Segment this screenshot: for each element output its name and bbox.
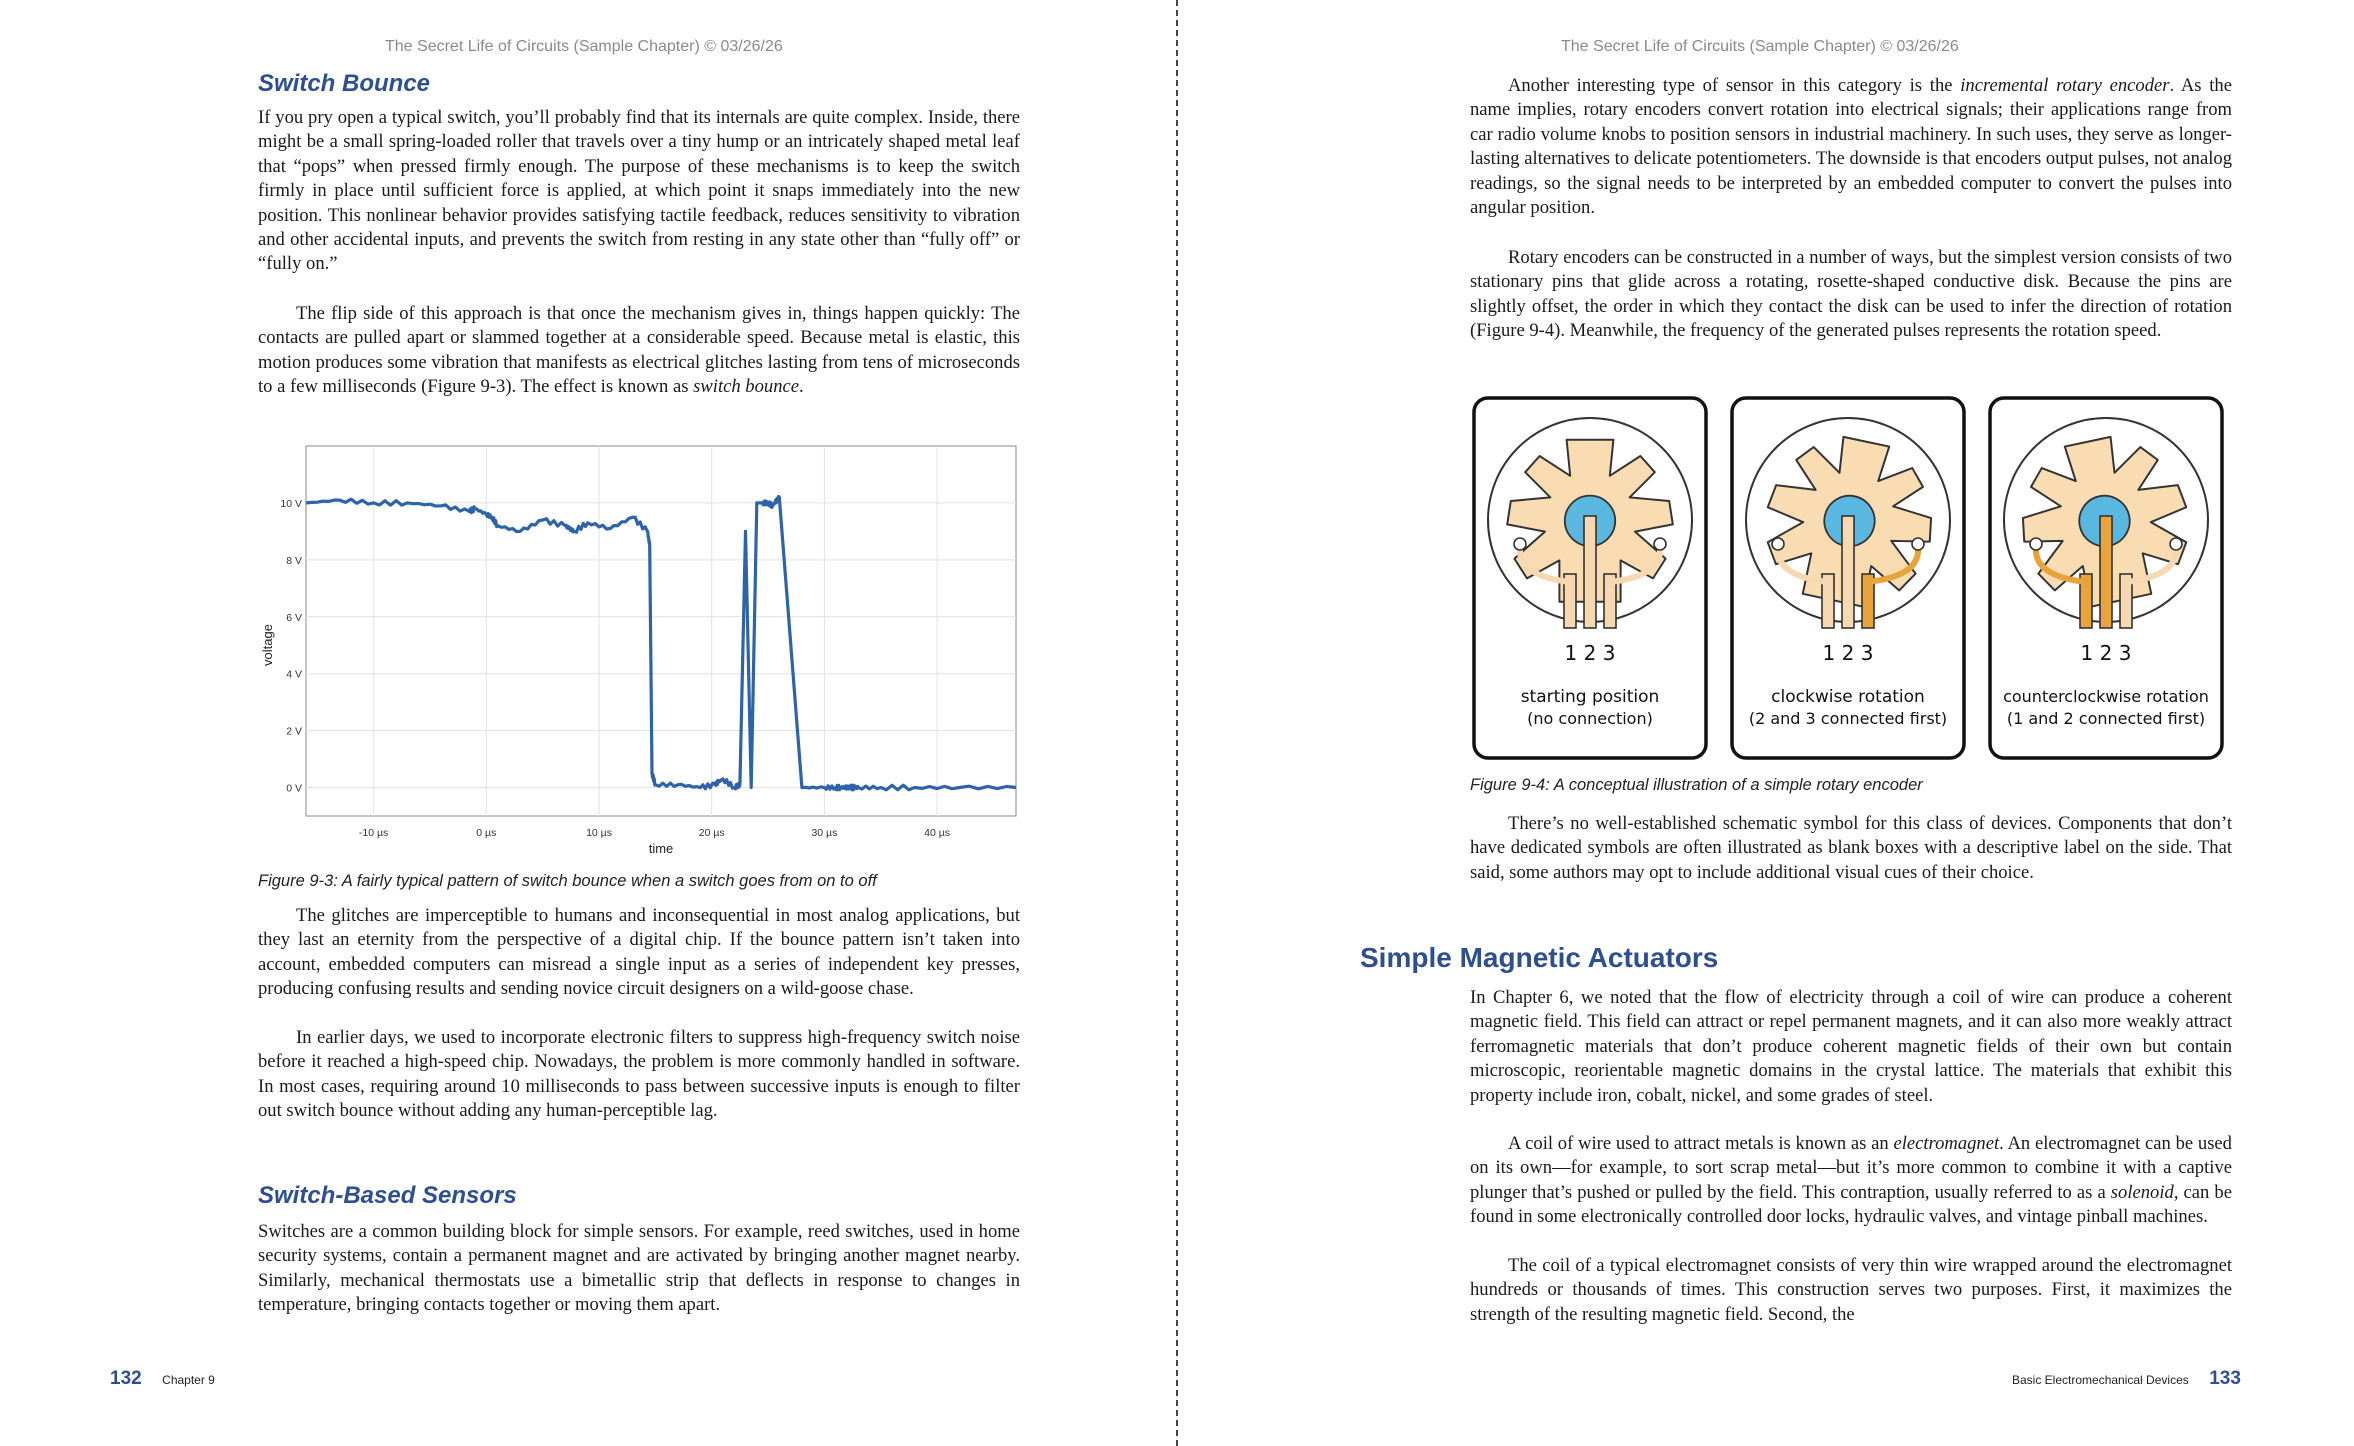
paragraph-electromagnet: A coil of wire used to attract metals is known as an electromagnet. An electromagnet can be used on its own—for example, to sort scrap metal—but it’s more common to combine it with a captive plunger that’s pushed or pulled by the field. This contraption, usually referred to as a solenoid, can be found in some electronically controlled door locks, hydraulic valves, and vintage pinball machines.: [1470, 1133, 2232, 1228]
paragraph-switch-internals: If you pry open a typical switch, you’ll probably find that its internals are quite complex. Inside, there might be a small spring-loaded roller that travels over a tiny hump or an intricately shaped metal leaf that “pops” when pressed firmly enough. The purpose of these mechanisms is to keep the switch firmly in place until sufficient force is applied, at which point it snaps immediately into the new position. This nonlinear behavior provides satisfying tactile feedback, reduces sensitivity to vibration and other accidental inputs, and prevents the switch from resting in any state other than “fully off” or “fully on.”: [258, 107, 1020, 275]
encoder-contact-ring: [1772, 538, 1784, 550]
chapter-label-right: Basic Electromechanical Devices: [2012, 1373, 2189, 1387]
y-tick-label: 0 V: [286, 782, 302, 795]
section-heading-switch-bounce: Switch Bounce: [258, 70, 431, 97]
x-tick-label: 30 µs: [811, 827, 838, 839]
chapter-label-left: Chapter 9: [162, 1373, 215, 1387]
encoder-state-sublabel: (1 and 2 connected first): [2006, 709, 2206, 728]
encoder-panel: [1474, 398, 1706, 758]
x-tick-label: 20 µs: [698, 827, 725, 839]
page-number-right: 133: [2209, 1368, 2241, 1389]
figure-9-3-caption: Figure 9-3: A fairly typical pattern of switch bounce when a switch goes from on to off: [258, 872, 877, 890]
paragraph-flip-side: The flip side of this approach is that once the mechanism gives in, things happen quickly: The contacts are pulled apart or slammed together at a considerable speed. Because metal is elastic, this motion produces some vibration that manifests as electrical glitches lasting from tens of microseconds to a few milliseconds (Figure 9-3). The effect is known as switch bounce.: [258, 303, 1020, 398]
section-heading-magnetic-actuators: Simple Magnetic Actuators: [1360, 942, 1719, 973]
y-tick-label: 4 V: [286, 668, 302, 681]
paragraph-chapter-6: In Chapter 6, we noted that the flow of electricity through a coil of wire can produce a coherent magnetic field. This field can attract or repel permanent magnets, and it can also more weakly attract ferromagnetic materials that don’t produce coherent magnetic fields of their own but contain microscopic, reorientable magnetic domains in the crystal lattice. The materials that exhibit this property include iron, cobalt, nickel, and some grades of steel.: [1470, 987, 2232, 1106]
encoder-state-label: starting position: [1520, 687, 1660, 707]
encoder-contact-ring: [1654, 538, 1666, 550]
x-axis-title: time: [648, 841, 674, 856]
y-tick-label: 10 V: [280, 497, 302, 510]
paragraph-rotary-encoder-intro: Another interesting type of sensor in this category is the incremental rotary encoder. As the name implies, rotary encoders convert rotation into electrical signals; their applications range from car radio volume knobs to position sensors in industrial machinery. In such uses, they serve as longer-lasting alternatives to delicate potentiometers. The downside is that encoders output pulses, not analog readings, so the signal needs to be interpreted by an embedded computer to convert the pulses into angular position.: [1470, 75, 2232, 219]
section-heading-switch-based-sensors: Switch-Based Sensors: [258, 1182, 517, 1209]
rotary-encoder-illustration: [1470, 394, 2232, 764]
paragraph-earlier-days: In earlier days, we used to incorporate electronic filters to suppress high-frequency switch noise before it reached a high-speed chip. Nowadays, the problem is more commonly handled in software. In most cases, requiring around 10 milliseconds to pass between successive inputs is enough to filter out switch bounce without adding any human-perceptible lag.: [258, 1027, 1020, 1122]
encoder-contact-ring: [2030, 538, 2042, 550]
left-page: [0, 0, 1176, 1446]
paragraph-switch-sensors: Switches are a common building block for simple sensors. For example, reed switches, used in home security systems, contain a permanent magnet and are activated by bringing another magnet nearby. Similarly, mechanical thermostats use a bimetallic strip that deflects in response to changes in temperature, bringing contacts together or moving them apart.: [258, 1221, 1020, 1316]
encoder-state-label: counterclockwise rotation: [2003, 687, 2209, 706]
x-tick-label: 10 µs: [586, 827, 612, 839]
encoder-pin-numbers: 1 2 3: [2080, 641, 2132, 665]
encoder-contact-ring: [1514, 538, 1526, 550]
encoder-state-label: clockwise rotation: [1771, 687, 1925, 707]
x-tick-label: -10 µs: [358, 827, 389, 839]
encoder-contact-ring: [1912, 538, 1924, 550]
encoder-pin: [1842, 516, 1854, 628]
running-header-right: The Secret Life of Circuits (Sample Chapter) © 03/26/26: [1561, 38, 1959, 55]
x-tick-label: 40 µs: [924, 827, 951, 839]
plot-area-frame: [306, 446, 1016, 816]
encoder-pin-numbers: 1 2 3: [1564, 641, 1616, 665]
encoder-contact-ring: [2170, 538, 2182, 550]
paragraph-coil: The coil of a typical electromagnet consists of very thin wire wrapped around the electromagnet hundreds or thousands of times. This construction serves two purposes. First, it maximizes the strength of the resulting magnetic field. Second, the: [1470, 1255, 2232, 1325]
figure-9-4-caption: Figure 9-4: A conceptual illustration of a simple rotary encoder: [1470, 776, 1923, 794]
y-tick-label: 8 V: [286, 554, 302, 567]
running-header-left: The Secret Life of Circuits (Sample Chapter) © 03/26/26: [385, 38, 783, 55]
page-number-left: 132: [110, 1368, 142, 1389]
x-tick-label: 0 µs: [476, 827, 497, 839]
y-tick-label: 2 V: [286, 725, 302, 738]
encoder-state-sublabel: (no connection): [1527, 709, 1653, 728]
encoder-pin: [2100, 516, 2112, 628]
encoder-pin-numbers: 1 2 3: [1822, 641, 1874, 665]
encoder-panel: [1732, 398, 1964, 758]
y-tick-label: 6 V: [286, 611, 302, 624]
paragraph-rotary-construction: Rotary encoders can be constructed in a number of ways, but the simplest version consists of two stationary pins that glide across a rotating, rosette-shaped conductive disk. Because the pins are slightly offset, the order in which they contact the disk can be used to infer the direction of rotation (Figure 9-4). Meanwhile, the frequency of the generated pulses represents the rotation speed.: [1470, 247, 2232, 342]
paragraph-schematic-symbol: There’s no well-established schematic symbol for this class of devices. Components that don’t have dedicated symbols are often illustrated as blank boxes with a descriptive label on the side. That said, some authors may opt to include additional visual cues of their choice.: [1470, 813, 2232, 883]
paragraph-glitches: The glitches are imperceptible to humans and inconsequential in most analog applications, but they last an eternity from the perspective of a digital chip. If the bounce pattern isn’t taken into account, embedded computers can misread a single input as a series of independent key presses, producing confusing results and sending novice circuit designers on a wild-goose chase.: [258, 905, 1020, 1000]
right-folio: [2012, 1368, 2241, 1390]
encoder-state-sublabel: (2 and 3 connected first): [1748, 709, 1948, 728]
switch-bounce-chart: [258, 440, 1018, 862]
encoder-pin: [1584, 516, 1596, 628]
right-page: [1178, 0, 2354, 1446]
encoder-panel: [1990, 398, 2222, 758]
left-folio: [110, 1368, 215, 1390]
y-axis-title: voltage: [260, 624, 275, 666]
